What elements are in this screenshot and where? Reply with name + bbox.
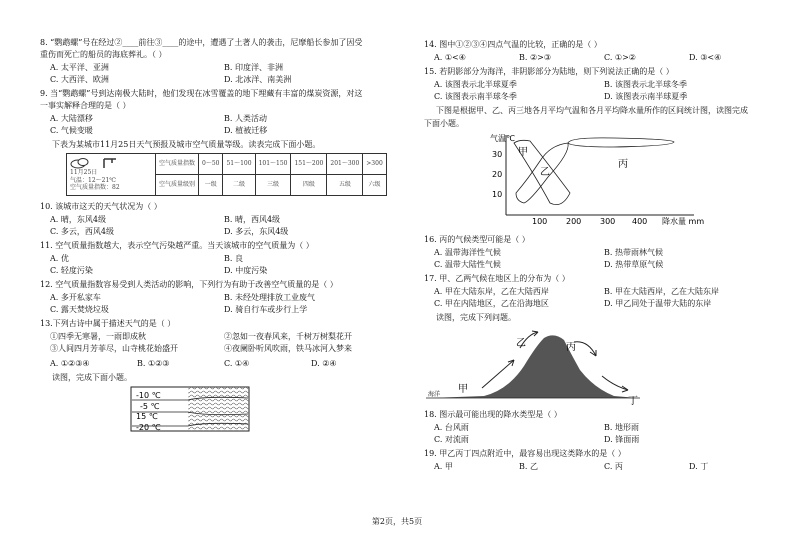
option-d[interactable]: D. 该图表示南半球夏季 <box>604 92 688 101</box>
level-cell: 三级 <box>255 175 291 196</box>
option-b[interactable]: B. 该图表示北半球冬季 <box>604 80 687 89</box>
sea-label: 海洋 <box>428 391 441 398</box>
climate-range-chart <box>484 131 724 227</box>
option-b[interactable]: B. 乙 <box>519 462 538 471</box>
cloudy-icon <box>70 157 96 169</box>
question-19: 19. 甲乙丙丁四点附近中，最容易出现这类降水的是（ ） <box>424 449 626 458</box>
x-tick: 400 <box>632 217 648 226</box>
question-10: 10. 该城市这天的天气状况为（ ） <box>40 202 162 211</box>
option-a[interactable]: A. 优 <box>50 254 69 263</box>
question-18-options <box>424 422 764 446</box>
poem-line: ②忽如一夜春风来，千树万树梨花开 <box>224 332 352 341</box>
region-bing <box>568 138 674 147</box>
option-a[interactable]: A. ①②③④ <box>50 359 90 368</box>
level-cell: 四级 <box>291 175 327 196</box>
level-cell: 六级 <box>363 175 386 196</box>
option-a[interactable]: A. 大陆漂移 <box>50 114 93 123</box>
temp-label: -5 ℃ <box>140 402 160 411</box>
question-13-poems <box>40 331 388 355</box>
intro-weather: 下表为某城市11月25日天气预报及城市空气质量等级。读表完成下面小题。 <box>52 140 321 149</box>
question-16: 16. 丙的气候类型可能是（ ） <box>424 235 530 244</box>
isotherm-diagram <box>130 386 250 432</box>
option-a[interactable]: A. ①<④ <box>434 53 466 62</box>
temp-label: -20 ℃ <box>136 423 161 432</box>
intro-isotherm: 读图，完成下面小题。 <box>52 373 132 382</box>
label-bing: 丙 <box>618 159 628 170</box>
option-d[interactable]: D. 中度污染 <box>224 266 268 275</box>
poem-line: ①四季无寒暑，一雨即成秋 <box>50 332 146 341</box>
poem-line: ③人间四月芳菲尽，山寺桃花始盛开 <box>50 344 178 353</box>
question-12: 12. 空气质量指数容易受到人类活动的影响，下列行为有助于改善空气质量的是（ ） <box>40 280 338 289</box>
forecast-date: 11月25日 <box>70 169 98 177</box>
option-c[interactable]: C. 露天焚烧垃圾 <box>50 305 109 314</box>
question-18: 18. 图示最可能出现的降水类型是（ ） <box>424 410 562 419</box>
label-yi: 乙 <box>540 167 550 178</box>
x-tick: 300 <box>600 217 616 226</box>
intro-climate: 下图是根据甲、乙、丙三地各月平均气温和各月平均降水量所作的区间统计图，读图完成 <box>436 106 748 115</box>
intro-climate-cont: 下面小题。 <box>424 119 464 128</box>
question-8-cont: 重伤而死亡的船员的海底葬礼。（ ） <box>40 50 167 59</box>
level-cell: 二级 <box>223 175 255 196</box>
option-a[interactable]: A. 温带海洋性气候 <box>434 248 501 257</box>
question-15-options <box>424 79 764 103</box>
option-a[interactable]: A. 该图表示北半球夏季 <box>434 80 517 89</box>
level-head: 空气质量级别 <box>156 175 199 196</box>
option-d[interactable]: D. 甲乙同处于温带大陆的东岸 <box>604 299 712 308</box>
option-c[interactable]: C. 轻度污染 <box>50 266 93 275</box>
wind-flag-icon <box>102 157 118 169</box>
x-tick: 100 <box>532 217 548 226</box>
option-b[interactable]: B. 良 <box>224 254 243 263</box>
option-d[interactable]: D. 植被迁移 <box>224 126 268 135</box>
option-b[interactable]: B. ②>③ <box>519 53 552 62</box>
option-d[interactable]: D. 锋面雨 <box>604 435 640 444</box>
option-c[interactable]: C. 该图表示南半球冬季 <box>434 92 517 101</box>
y-tick: 30 <box>492 150 503 159</box>
question-11: 11. 空气质量指数越大，表示空气污染越严重。当天该城市的空气质量为（ ） <box>40 241 314 250</box>
option-c[interactable]: C. 温带大陆性气候 <box>434 260 501 269</box>
intro-mountain: 读图，完成下列问题。 <box>436 313 516 322</box>
forecast-cell <box>67 154 156 196</box>
option-c[interactable]: C. 对流雨 <box>434 435 469 444</box>
question-16-options <box>424 247 764 271</box>
question-11-options <box>40 253 388 277</box>
aqi-range: >300 <box>363 154 386 175</box>
question-10-options <box>40 214 388 238</box>
mountain-rain-diagram <box>424 326 644 406</box>
option-c[interactable]: C. 气候变暖 <box>50 126 93 135</box>
option-d[interactable]: D. 多云，东风4级 <box>224 227 289 236</box>
option-b[interactable]: B. 印度洋、非洲 <box>224 63 283 72</box>
weather-table <box>66 153 387 196</box>
option-c[interactable]: C. 大西洋、欧洲 <box>50 75 109 84</box>
option-b[interactable]: B. 晴，西风4级 <box>224 215 281 224</box>
question-8: 8. “鹦鹉螺”号在经过②____前往③____的途中，遭遇了土著人的袭击，尼摩船长参加了因受 <box>40 38 363 47</box>
question-14-options <box>424 52 764 64</box>
question-17: 17. 甲、乙两气候在地区上的分布为（ ） <box>424 274 570 283</box>
option-a[interactable]: A. 多开私家车 <box>50 293 101 302</box>
point-jia: 甲 <box>458 384 468 395</box>
aqi-range: 51～100 <box>223 154 255 175</box>
label-jia: 甲 <box>518 147 528 158</box>
level-cell: 五级 <box>327 175 363 196</box>
y-tick: 20 <box>492 170 503 179</box>
option-b[interactable]: B. ①②③ <box>137 359 170 368</box>
forecast-temp: 气温：12～21℃ <box>70 176 116 184</box>
option-d[interactable]: D. 热带草原气候 <box>604 260 664 269</box>
aqi-range: 101～150 <box>255 154 291 175</box>
aqi-range: 0～50 <box>199 154 223 175</box>
question-13: 13.下列古诗中属于描述天气的是（ ） <box>40 319 176 328</box>
option-a[interactable]: A. 甲在大陆东岸，乙在大陆西岸 <box>434 287 549 296</box>
question-12-options <box>40 292 388 316</box>
page-footer: 第2页，共5页 <box>371 517 423 526</box>
question-15: 15. 若阴影部分为海洋，非阴影部分为陆地，则下列说法正确的是（ ） <box>424 67 674 76</box>
point-yi: 乙 <box>516 338 526 349</box>
option-d[interactable]: D. 北冰洋、南美洲 <box>224 75 292 84</box>
aqi-head: 空气质量指数 <box>156 154 199 175</box>
option-d[interactable]: D. ③<④ <box>689 53 722 62</box>
x-tick: 200 <box>566 217 582 226</box>
question-14: 14. 图中①②③④四点气温的比较，正确的是（ ） <box>424 40 602 49</box>
temp-label: 15 ℃ <box>136 412 158 421</box>
option-c[interactable]: C. ①>② <box>604 53 636 62</box>
option-b[interactable]: B. 热带雨林气候 <box>604 248 663 257</box>
y-axis-label: 气温℃ <box>490 134 515 143</box>
forecast-aqi: 空气质量指数：82 <box>70 184 120 192</box>
y-tick: 10 <box>492 190 503 199</box>
aqi-range: 151～200 <box>291 154 327 175</box>
option-c[interactable]: C. ①④ <box>224 359 250 368</box>
poem-line: ④夜阑卧听风吹雨，铁马冰河入梦来 <box>224 344 352 353</box>
point-ding: 丁 <box>628 396 638 406</box>
option-a[interactable]: A. 晴，东风4级 <box>50 215 106 224</box>
option-c[interactable]: C. 丙 <box>604 462 623 471</box>
option-b[interactable]: B. 未经处理排放工业废气 <box>224 293 315 302</box>
right-column <box>424 40 764 476</box>
aqi-range: 201～300 <box>327 154 363 175</box>
point-bing: 丙 <box>566 342 576 353</box>
option-c[interactable]: C. 甲在内陆地区，乙在沿海地区 <box>434 299 549 308</box>
question-9-options <box>40 113 388 137</box>
question-13-options <box>40 358 388 370</box>
option-d[interactable]: D. 骑自行车或步行上学 <box>224 305 308 314</box>
option-c[interactable]: C. 多云，西风4级 <box>50 227 115 236</box>
x-axis-label: 降水量 mm <box>662 217 705 226</box>
question-9-cont: 一事实解释合理的是（ ） <box>40 101 131 110</box>
option-d[interactable]: D. ②④ <box>311 359 337 368</box>
option-d[interactable]: D. 丁 <box>689 462 709 471</box>
option-b[interactable]: B. 地形雨 <box>604 423 639 432</box>
temp-label: -10 ℃ <box>136 391 161 400</box>
question-17-options <box>424 286 764 310</box>
question-19-options <box>424 461 764 473</box>
option-b[interactable]: B. 人类活动 <box>224 114 267 123</box>
option-a[interactable]: A. 台风雨 <box>434 423 469 432</box>
question-8-options <box>40 62 388 86</box>
left-column <box>40 38 388 432</box>
level-cell: 一级 <box>199 175 223 196</box>
option-b[interactable]: B. 甲在大陆西岸，乙在大陆东岸 <box>604 287 719 296</box>
option-a[interactable]: A. 甲 <box>434 462 453 471</box>
option-a[interactable]: A. 太平洋、亚洲 <box>50 63 109 72</box>
question-9: 9. 当“鹦鹉螺”号到达南极大陆时，他们发现在冰雪覆盖的地下埋藏有丰富的煤炭资源，对这 <box>40 89 363 98</box>
